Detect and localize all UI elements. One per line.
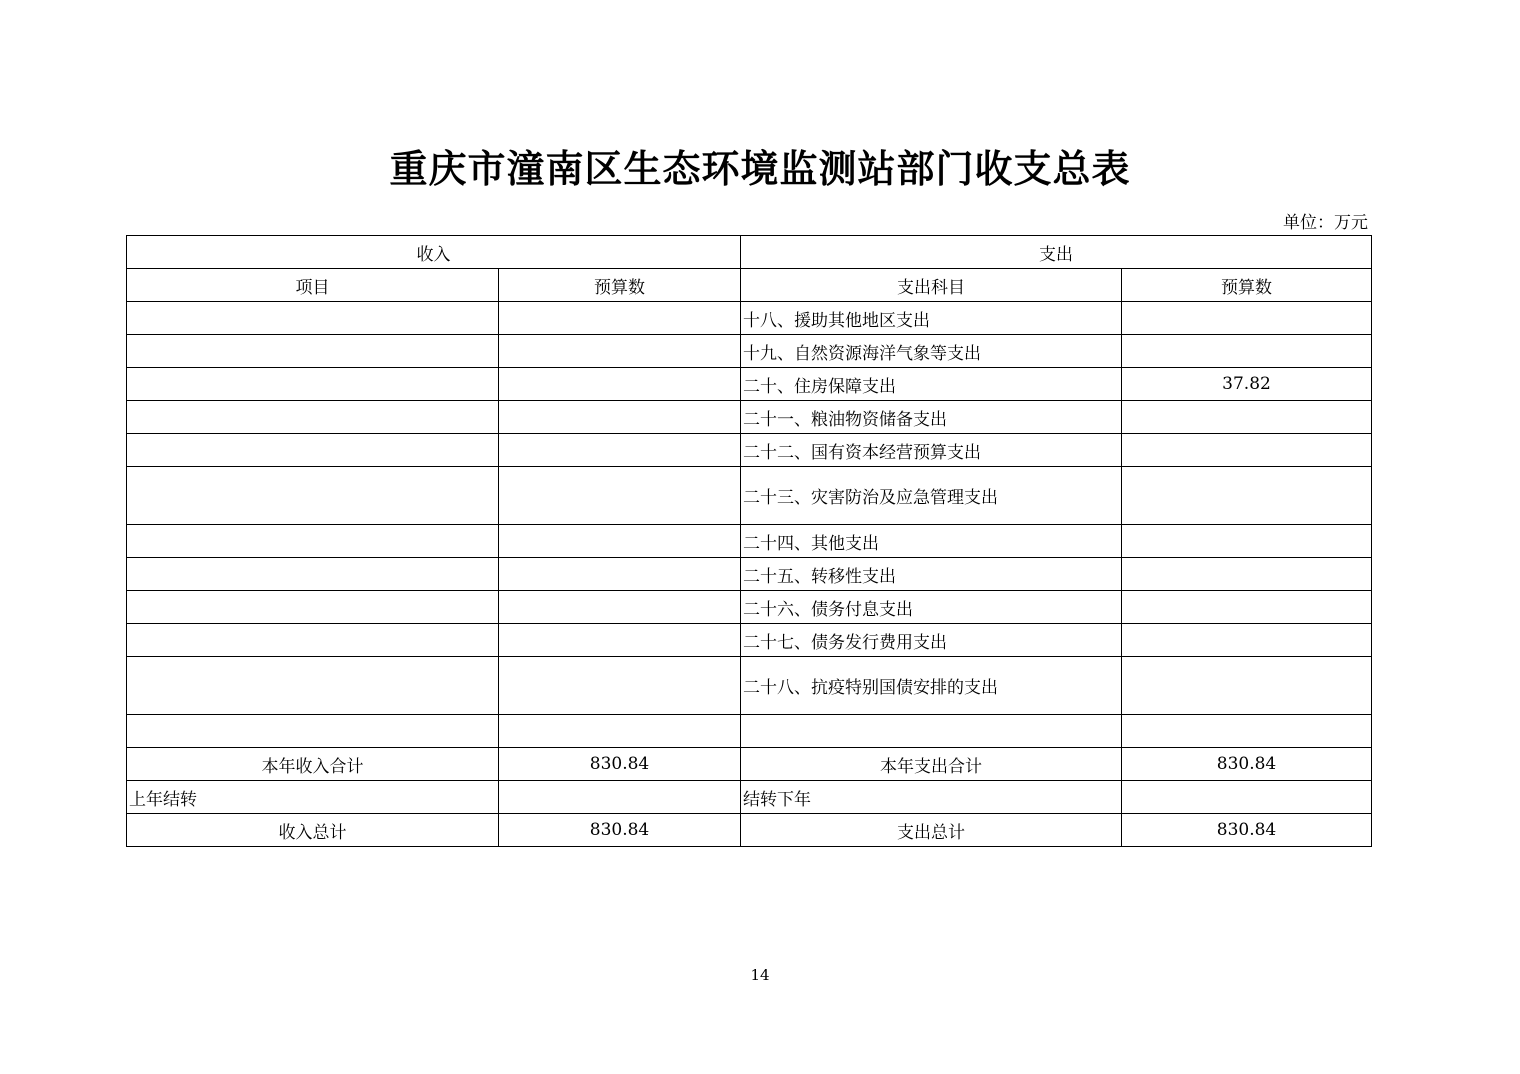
income-amount-cell (499, 715, 741, 748)
year-expense-total-value: 830.84 (1122, 748, 1372, 781)
income-item-cell (127, 591, 499, 624)
income-amount-cell (499, 335, 741, 368)
income-amount-cell (499, 368, 741, 401)
income-group-header: 收入 (127, 236, 741, 269)
unit-label: 单位：万元 (1283, 213, 1368, 233)
income-amount-cell (499, 302, 741, 335)
expense-item-cell: 二十一、粮油物资储备支出 (741, 401, 1122, 434)
table-row (127, 434, 1372, 467)
carry-in-label: 上年结转 (127, 781, 499, 814)
income-amount-cell (499, 525, 741, 558)
table-row (127, 657, 1372, 715)
year-expense-total-label: 本年支出合计 (741, 748, 1122, 781)
expense-item-cell: 二十六、债务付息支出 (741, 591, 1122, 624)
expense-group-header: 支出 (741, 236, 1372, 269)
income-amount-cell (499, 558, 741, 591)
expense-amount-cell (1122, 715, 1372, 748)
expense-item-cell (741, 715, 1122, 748)
expense-grand-total-label: 支出总计 (741, 814, 1122, 847)
expense-item-cell: 二十五、转移性支出 (741, 558, 1122, 591)
expense-item-cell: 二十四、其他支出 (741, 525, 1122, 558)
table-row (127, 591, 1372, 624)
expense-item-cell: 二十、住房保障支出 (741, 368, 1122, 401)
expense-amount-cell (1122, 591, 1372, 624)
expense-grand-total-value: 830.84 (1122, 814, 1372, 847)
income-amount-cell (499, 624, 741, 657)
income-amount-cell (499, 657, 741, 715)
expense-amount-cell: 37.82 (1122, 368, 1372, 401)
income-item-cell (127, 368, 499, 401)
item-column-header: 项目 (127, 269, 499, 302)
income-grand-total-value: 830.84 (499, 814, 741, 847)
expense-budget-column-header: 预算数 (1122, 269, 1372, 302)
income-item-cell (127, 401, 499, 434)
table-row (127, 368, 1372, 401)
expense-subject-column-header: 支出科目 (741, 269, 1122, 302)
table-group-header-row (127, 236, 1372, 269)
year-total-row (127, 748, 1372, 781)
income-item-cell (127, 302, 499, 335)
budget-summary-table (126, 235, 1372, 847)
expense-amount-cell (1122, 302, 1372, 335)
expense-item-cell: 二十八、抗疫特别国债安排的支出 (741, 657, 1122, 715)
page-number: 14 (750, 966, 770, 984)
income-item-cell (127, 434, 499, 467)
table-row (127, 401, 1372, 434)
page-title: 重庆市潼南区生态环境监测站部门收支总表 (389, 146, 1131, 191)
table-row (127, 525, 1372, 558)
expense-amount-cell (1122, 434, 1372, 467)
income-item-cell (127, 525, 499, 558)
expense-amount-cell (1122, 624, 1372, 657)
income-item-cell (127, 657, 499, 715)
year-income-total-label: 本年收入合计 (127, 748, 499, 781)
expense-item-cell: 二十三、灾害防治及应急管理支出 (741, 467, 1122, 525)
table-row (127, 558, 1372, 591)
table-row (127, 624, 1372, 657)
income-amount-cell (499, 434, 741, 467)
expense-amount-cell (1122, 401, 1372, 434)
table-row (127, 467, 1372, 525)
expense-amount-cell (1122, 558, 1372, 591)
table-row (127, 302, 1372, 335)
expense-item-cell: 十八、援助其他地区支出 (741, 302, 1122, 335)
expense-amount-cell (1122, 335, 1372, 368)
income-amount-cell (499, 401, 741, 434)
expense-amount-cell (1122, 657, 1372, 715)
income-item-cell (127, 467, 499, 525)
table-row (127, 335, 1372, 368)
carry-in-value (499, 781, 741, 814)
table-column-header-row (127, 269, 1372, 302)
income-budget-column-header: 预算数 (499, 269, 741, 302)
year-income-total-value: 830.84 (499, 748, 741, 781)
income-item-cell (127, 624, 499, 657)
expense-item-cell: 十九、自然资源海洋气象等支出 (741, 335, 1122, 368)
expense-item-cell: 二十二、国有资本经营预算支出 (741, 434, 1122, 467)
table-row (127, 715, 1372, 748)
expense-amount-cell (1122, 467, 1372, 525)
income-grand-total-label: 收入总计 (127, 814, 499, 847)
carry-out-value (1122, 781, 1372, 814)
income-amount-cell (499, 591, 741, 624)
income-item-cell (127, 335, 499, 368)
expense-item-cell: 二十七、债务发行费用支出 (741, 624, 1122, 657)
income-item-cell (127, 558, 499, 591)
carry-out-label: 结转下年 (741, 781, 1122, 814)
expense-amount-cell (1122, 525, 1372, 558)
income-item-cell (127, 715, 499, 748)
grand-total-row (127, 814, 1372, 847)
income-amount-cell (499, 467, 741, 525)
carry-over-row (127, 781, 1372, 814)
